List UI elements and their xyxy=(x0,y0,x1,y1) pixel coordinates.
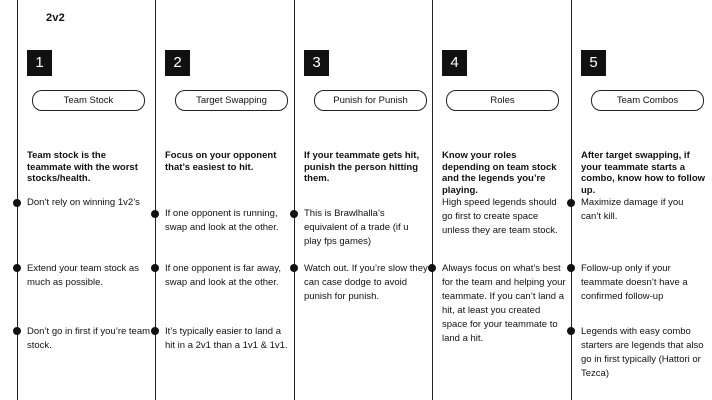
step-heading: After target swapping, if your teammate starts a combo, know how to follow up. xyxy=(581,150,706,196)
step-point: Always focus on what’s best for the team and helping your teammate. If you can’t land a hit, at least you created space for your teammate to land a hit. xyxy=(442,263,566,344)
timeline-dot xyxy=(428,264,436,272)
timeline-dot xyxy=(151,327,159,335)
timeline-dot xyxy=(567,264,575,272)
timeline-dot xyxy=(567,327,575,335)
step-point: It’s typically easier to land a hit in a 2v1 than a 1v1 & 1v1. xyxy=(165,326,288,351)
timeline-dot xyxy=(13,199,21,207)
step-label-pill: Team Stock xyxy=(32,90,145,111)
timeline-dot xyxy=(290,264,298,272)
step-point: This is Brawlhalla’s equivalent of a trade (if u play fps games) xyxy=(304,208,409,247)
timeline-dot xyxy=(567,199,575,207)
step-label-pill: Punish for Punish xyxy=(314,90,427,111)
timeline-dot xyxy=(151,210,159,218)
page-title: 2v2 xyxy=(46,12,65,24)
column-roles xyxy=(432,0,571,400)
step-heading: Team stock is the teammate with the worst stocks/health. xyxy=(27,150,138,184)
step-point: If one opponent is far away, swap and look at the other. xyxy=(165,263,282,288)
step-point: Watch out. If you’re slow they can case dodge to avoid punish for punish. xyxy=(304,263,428,302)
column-target-swapping xyxy=(155,0,294,400)
timeline-dot xyxy=(151,264,159,272)
step-point: Maximize damage if you can’t kill. xyxy=(581,197,684,222)
timeline-dot xyxy=(290,210,298,218)
step-point: If one opponent is running, swap and look at the other. xyxy=(165,208,279,233)
step-number: 1 xyxy=(27,50,52,76)
step-number: 5 xyxy=(581,50,606,76)
step-point: Extend your team stock as much as possible. xyxy=(27,263,139,288)
step-point: High speed legends should go first to create space unless they are team stock. xyxy=(442,197,558,236)
step-heading: Know your roles depending on team stock and the legends you’re playing. xyxy=(442,150,557,196)
step-point: Don’t go in first if you’re team stock. xyxy=(27,326,151,351)
column-team-stock xyxy=(0,0,155,400)
timeline-dot xyxy=(13,264,21,272)
step-point: Follow-up only if your teammate doesn’t have a confirmed follow-up xyxy=(581,263,688,302)
step-number: 2 xyxy=(165,50,190,76)
step-number: 4 xyxy=(442,50,467,76)
step-label-pill: Target Swapping xyxy=(175,90,288,111)
step-label-pill: Roles xyxy=(446,90,559,111)
step-point: Don’t rely on winning 1v2’s xyxy=(27,197,140,208)
column-punish-for-punish xyxy=(294,0,432,400)
step-number: 3 xyxy=(304,50,329,76)
timeline-dot xyxy=(13,327,21,335)
step-heading: If your teammate gets hit, punish the person hitting them. xyxy=(304,150,420,184)
step-heading: Focus on your opponent that’s easiest to hit. xyxy=(165,150,277,173)
column-team-combos xyxy=(571,0,712,400)
step-point: Legends with easy combo starters are legends that also go in first typically (Hattori or Tezca) xyxy=(581,326,704,379)
step-label-pill: Team Combos xyxy=(591,90,704,111)
